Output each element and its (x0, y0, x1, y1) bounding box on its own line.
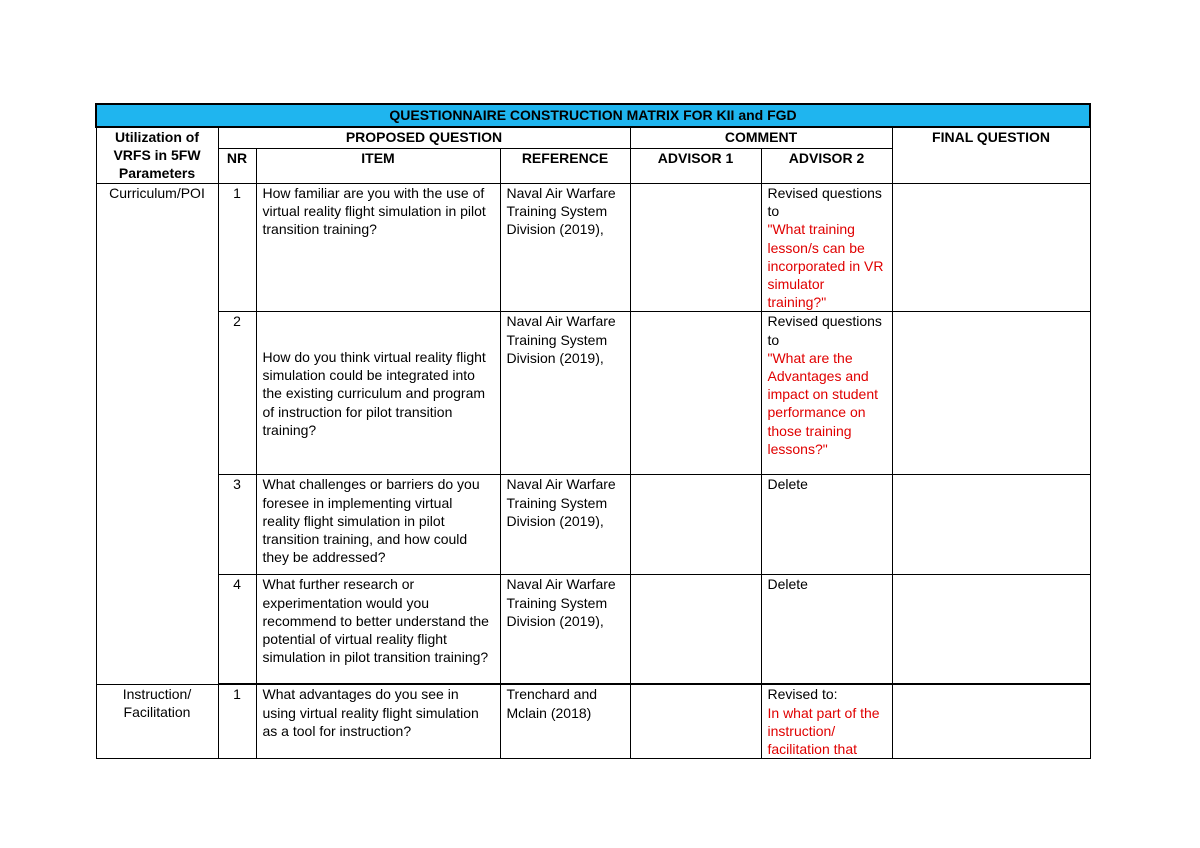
advisor2-comment: Revised questions to (767, 185, 882, 220)
advisor2-comment: Revised questions to (767, 313, 882, 348)
header-proposed-question: PROPOSED QUESTION (218, 127, 630, 149)
advisor1-cell (630, 575, 761, 685)
advisor2-cell (761, 184, 892, 312)
table-row (96, 184, 1090, 312)
parameter-cell: Curriculum/POI (96, 184, 218, 685)
header-advisor-2: ADVISOR 2 (761, 149, 892, 184)
header-nr: NR (218, 149, 256, 184)
table-row (96, 684, 1090, 758)
advisor1-cell (630, 475, 761, 575)
advisor2-revised-question: "What training lesson/s can be incorporated in VR simulator training?" (767, 221, 884, 311)
advisor2-cell: Delete (761, 475, 892, 575)
header-advisor-1: ADVISOR 1 (630, 149, 761, 184)
reference-cell: Naval Air Warfare Training System Division (2019), (500, 575, 630, 685)
advisor2-cell (761, 312, 892, 475)
nr-cell: 4 (218, 575, 256, 685)
nr-cell: 2 (218, 312, 256, 475)
header-comment: COMMENT (630, 127, 892, 149)
header-final-question: FINAL QUESTION (892, 127, 1090, 184)
matrix-title: QUESTIONNAIRE CONSTRUCTION MATRIX FOR KII and FGD (96, 104, 1090, 127)
item-cell: What advantages do you see in using virtual reality flight simulation as a tool for instruction? (256, 684, 500, 758)
item-cell: What challenges or barriers do you foresee in implementing virtual reality flight simulation in pilot transition training, and how could they be addressed? (256, 475, 500, 575)
item-cell: What further research or experimentation would you recommend to better understand the potential of virtual reality flight simulation in pilot transition training? (256, 575, 500, 685)
nr-cell: 1 (218, 684, 256, 758)
advisor2-comment: Revised to: (767, 686, 838, 703)
header-reference: REFERENCE (500, 149, 630, 184)
final-question-cell (892, 184, 1090, 312)
table-row (96, 312, 1090, 475)
table-row (96, 575, 1090, 685)
reference-cell: Naval Air Warfare Training System Division (2019), (500, 312, 630, 475)
advisor2-cell (761, 684, 892, 758)
reference-cell: Naval Air Warfare Training System Division (2019), (500, 184, 630, 312)
nr-cell: 3 (218, 475, 256, 575)
header-item: ITEM (256, 149, 500, 184)
questionnaire-matrix-table (95, 103, 1091, 759)
header-row-1 (96, 127, 1090, 149)
advisor1-cell (630, 684, 761, 758)
nr-cell: 1 (218, 184, 256, 312)
advisor2-revised-question: In what part of the instruction/ facilitation that (767, 704, 880, 758)
advisor2-revised-question: "What are the Advantages and impact on student performance on those training lessons?" (767, 349, 879, 457)
table-row (96, 475, 1090, 575)
reference-cell: Naval Air Warfare Training System Division (2019), (500, 475, 630, 575)
advisor1-cell (630, 184, 761, 312)
final-question-cell (892, 475, 1090, 575)
header-utilization: Utilization of VRFS in 5FW Parameters (96, 127, 218, 184)
item-cell: How familiar are you with the use of virtual reality flight simulation in pilot transition training? (256, 184, 500, 312)
final-question-cell (892, 575, 1090, 685)
parameter-cell: Instruction/ Facilitation (96, 684, 218, 758)
final-question-cell (892, 684, 1090, 758)
reference-cell: Trenchard and Mclain (2018) (500, 684, 630, 758)
final-question-cell (892, 312, 1090, 475)
title-row (96, 104, 1090, 127)
advisor1-cell (630, 312, 761, 475)
advisor2-cell: Delete (761, 575, 892, 685)
item-cell: How do you think virtual reality flight simulation could be integrated into the existing curriculum and program of instruction for pilot transition training? (256, 312, 500, 475)
